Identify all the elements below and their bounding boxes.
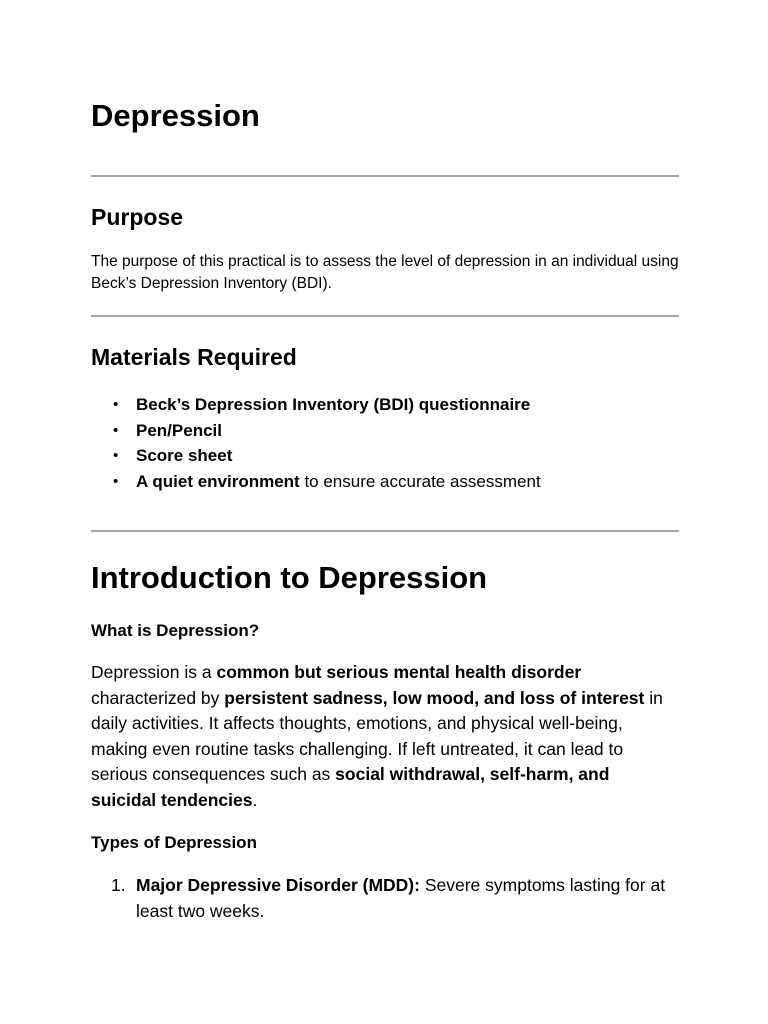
what-is-heading: What is Depression? — [91, 621, 260, 640]
bullet-icon: • — [113, 396, 119, 413]
definition-text: . — [252, 789, 258, 810]
definition-bold: social withdrawal, self-harm, and suicidal tendencies — [91, 764, 610, 810]
definition-bold: common but serious mental health disorder — [216, 662, 582, 682]
material-bold: A quiet environment — [136, 471, 300, 491]
item-number: 1. — [111, 875, 126, 895]
type-description: Severe symptoms lasting for at least two weeks. — [136, 875, 666, 921]
horizontal-rule — [91, 315, 679, 317]
purpose-text: The purpose of this practical is to assess the level of depression in an individual using Beck’s Depression Inventory (BDI). — [91, 253, 679, 292]
horizontal-rule — [91, 530, 679, 532]
type-name: Major Depressive Disorder (MDD): — [136, 875, 420, 895]
material-bold: Score sheet — [136, 446, 233, 465]
list-item — [91, 873, 676, 924]
document-title: Depression — [91, 98, 260, 133]
bullet-icon: • — [113, 472, 119, 490]
bullet-icon: • — [113, 447, 119, 464]
types-list — [91, 873, 676, 924]
definition-text: Depression is a — [91, 662, 217, 682]
definition-text: in daily activities. It affects thoughts, emotions, and physical well-being, making even routine tasks challenging. If left untreated, it can lead to serious consequences such as — [91, 687, 663, 784]
material-bold: Beck’s Depression Inventory (BDI) questionnaire — [136, 395, 531, 414]
intro-heading: Introduction to Depression — [91, 560, 488, 595]
material-bold: Pen/Pencil — [136, 420, 222, 440]
types-heading: Types of Depression — [91, 833, 257, 852]
list-item — [91, 392, 541, 418]
materials-heading: Materials Required — [91, 344, 297, 370]
bullet-icon: • — [113, 421, 119, 439]
definition-text: characterized by — [91, 687, 225, 708]
material-rest: to ensure accurate assessment — [299, 471, 541, 491]
list-item — [91, 418, 541, 444]
purpose-heading: Purpose — [91, 204, 184, 230]
definition-paragraph — [91, 660, 679, 813]
horizontal-rule — [91, 175, 679, 177]
materials-list — [91, 392, 541, 494]
list-item — [91, 469, 541, 495]
list-item — [91, 443, 541, 469]
definition-bold: persistent sadness, low mood, and loss of interest — [224, 687, 645, 708]
